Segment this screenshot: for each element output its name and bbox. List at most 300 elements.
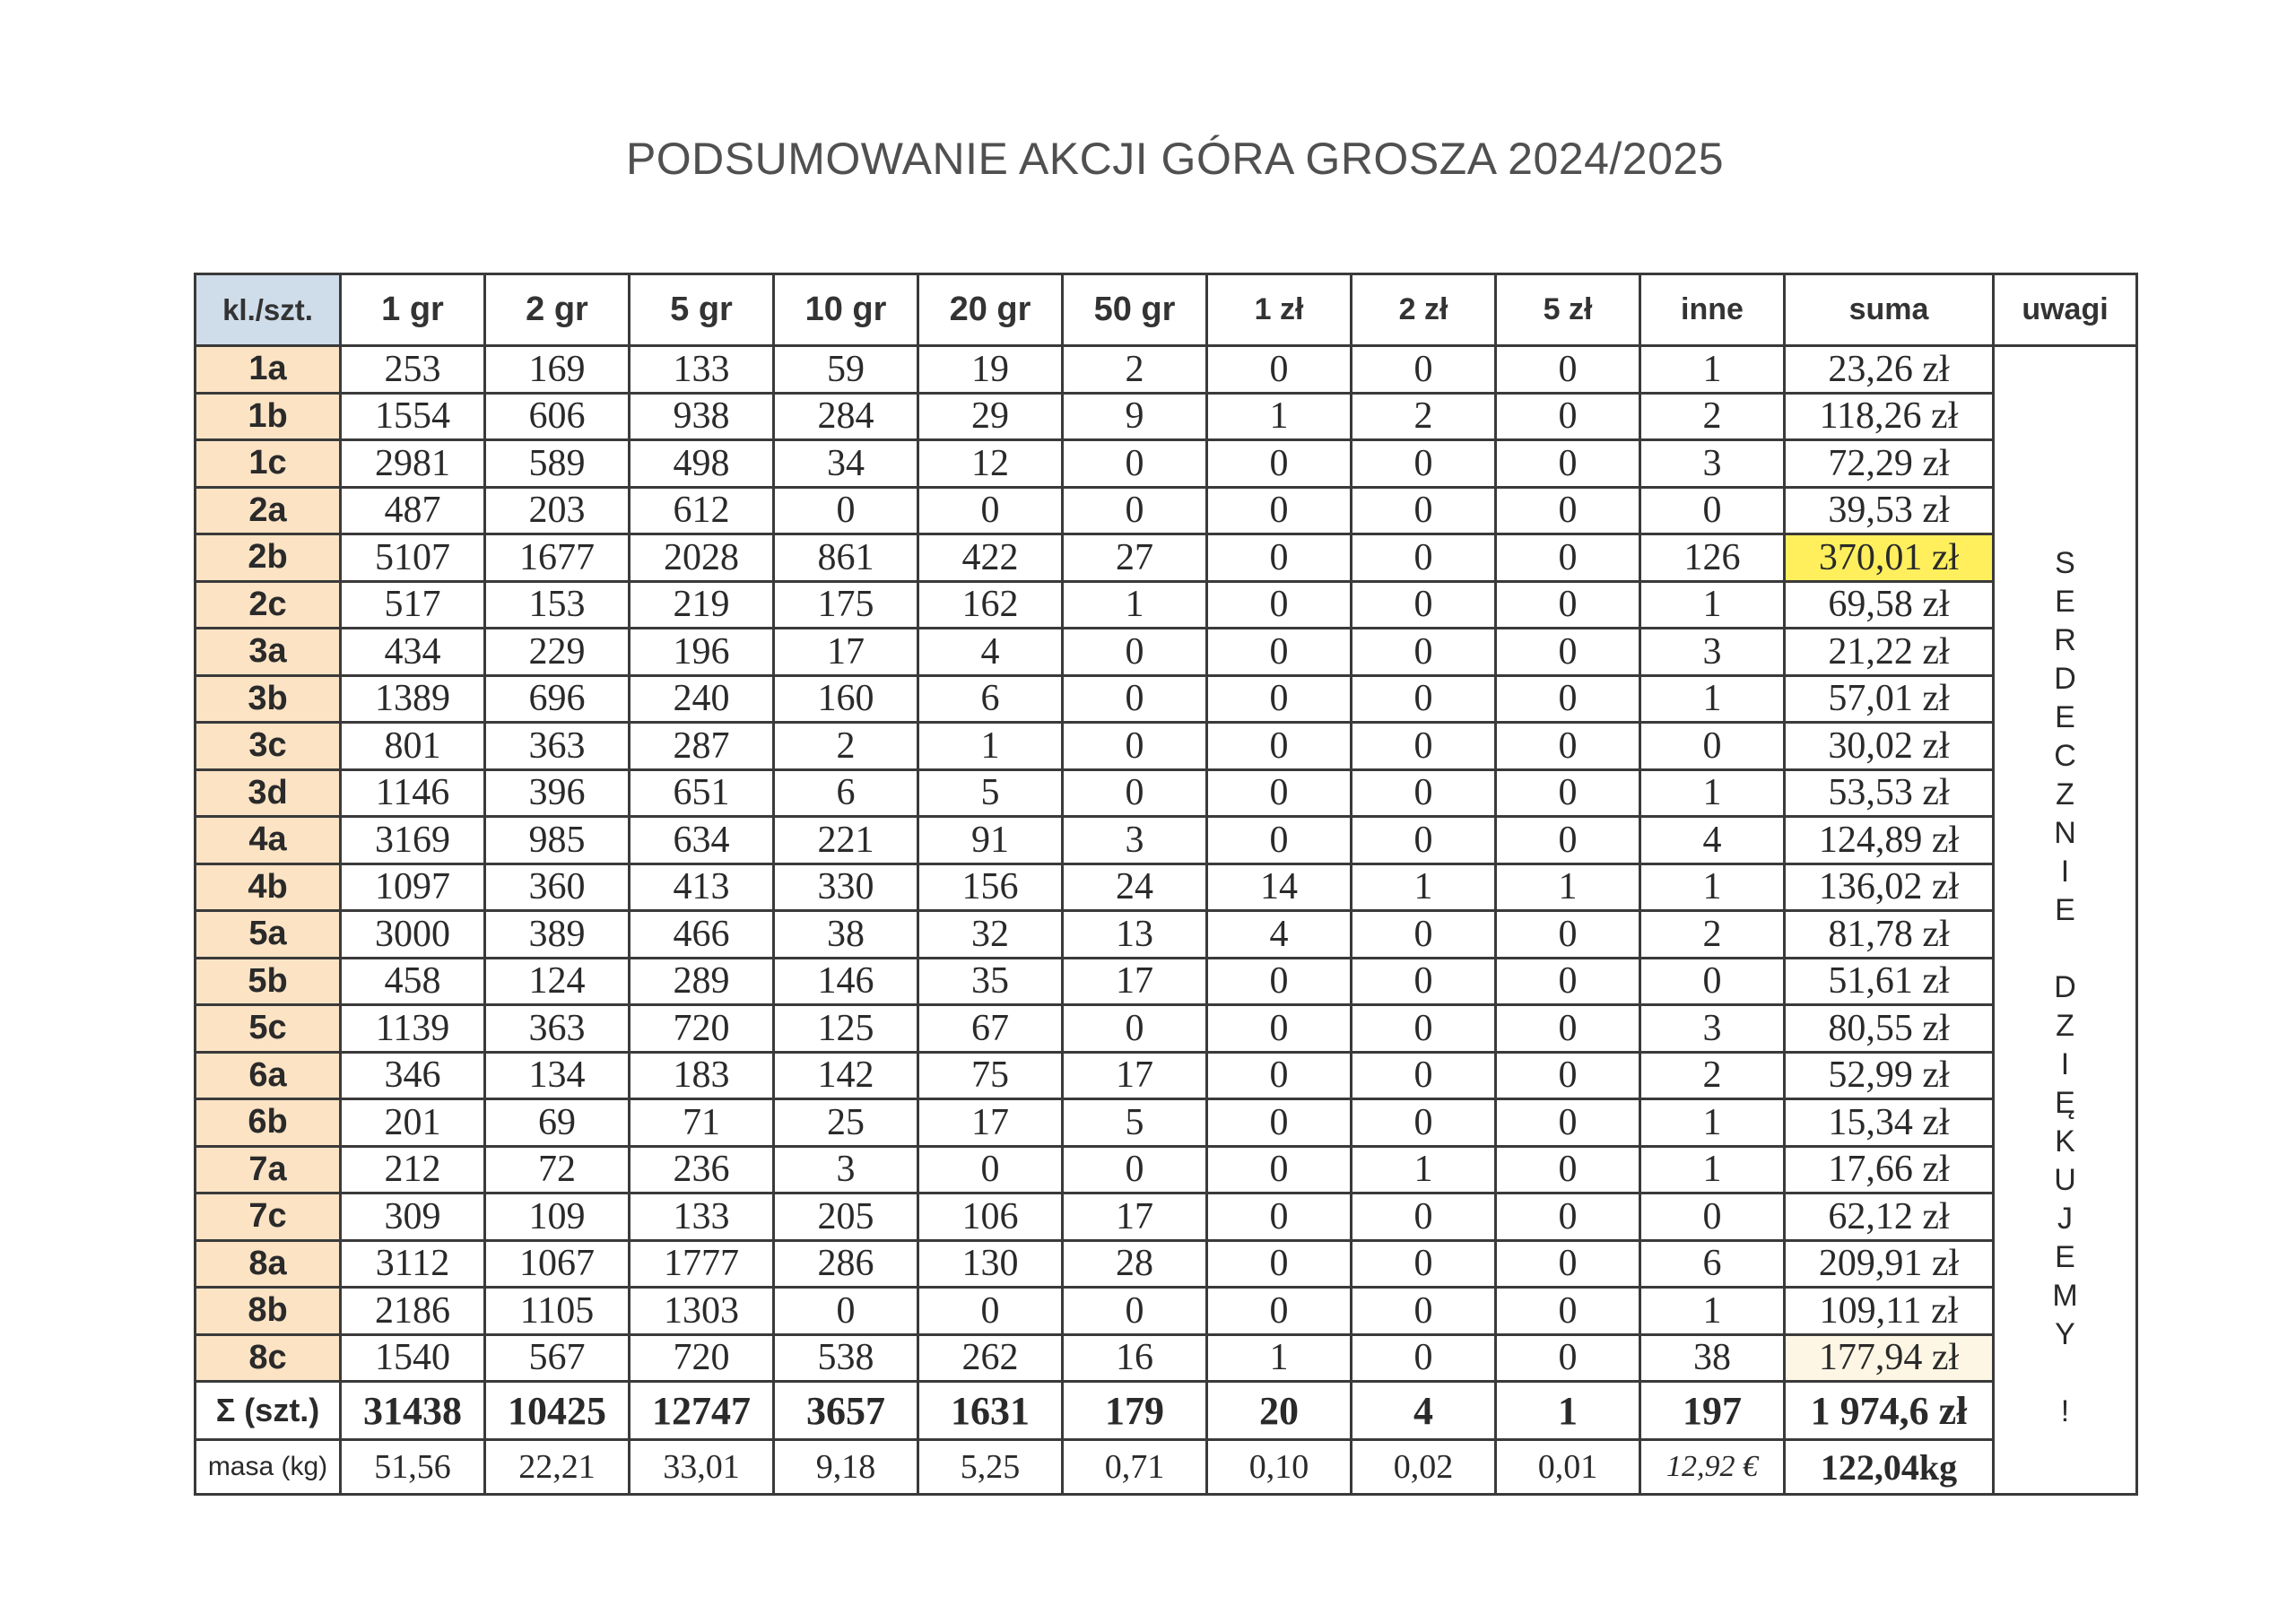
table-row <box>196 1099 2137 1147</box>
count-cell: 0 <box>918 1146 1063 1193</box>
mass-cell: 51,56 <box>341 1440 485 1495</box>
count-cell: 346 <box>341 1052 485 1099</box>
uwagi-letter: Ę <box>2055 1085 2075 1120</box>
count-cell: 2 <box>1640 911 1785 959</box>
count-cell: 0 <box>1207 958 1352 1005</box>
count-cell: 221 <box>774 817 918 864</box>
table-row <box>196 1288 2137 1335</box>
count-cell: 4 <box>918 629 1063 676</box>
table-row <box>196 487 2137 534</box>
table-row <box>196 864 2137 911</box>
count-cell: 696 <box>485 675 630 723</box>
header-50-gr: 50 gr <box>1063 274 1207 346</box>
header-2-z-: 2 zł <box>1352 274 1496 346</box>
count-cell: 720 <box>630 1334 774 1382</box>
count-cell: 0 <box>1352 487 1496 534</box>
count-cell: 0 <box>1207 1005 1352 1053</box>
count-cell: 0 <box>1063 629 1207 676</box>
count-cell: 0 <box>1496 534 1640 582</box>
class-cell: 5c <box>196 1005 341 1053</box>
count-cell: 1 <box>1640 769 1785 817</box>
count-cell: 0 <box>1063 769 1207 817</box>
table-row <box>196 440 2137 488</box>
count-cell: 0 <box>1496 440 1640 488</box>
sum-cell: 69,58 zł <box>1785 581 1994 629</box>
uwagi-note <box>1994 346 2137 1495</box>
total-cell: 1631 <box>918 1382 1063 1440</box>
total-label: Σ (szt.) <box>196 1382 341 1440</box>
count-cell: 0 <box>1496 1288 1640 1335</box>
count-cell: 0 <box>1207 487 1352 534</box>
count-cell: 634 <box>630 817 774 864</box>
count-cell: 487 <box>341 487 485 534</box>
table-row <box>196 346 2137 394</box>
table-row <box>196 393 2137 440</box>
class-cell: 2b <box>196 534 341 582</box>
header-10-gr: 10 gr <box>774 274 918 346</box>
table-row <box>196 675 2137 723</box>
count-cell: 134 <box>485 1052 630 1099</box>
count-cell: 938 <box>630 393 774 440</box>
count-cell: 1389 <box>341 675 485 723</box>
count-cell: 0 <box>1496 817 1640 864</box>
uwagi-exclaim: ! <box>2060 1393 2070 1428</box>
count-cell: 67 <box>918 1005 1063 1053</box>
count-cell: 35 <box>918 958 1063 1005</box>
count-cell: 0 <box>1496 346 1640 394</box>
sum-cell: 370,01 zł <box>1785 534 1994 582</box>
header-suma: suma <box>1785 274 1994 346</box>
count-cell: 801 <box>341 723 485 770</box>
count-cell: 0 <box>1496 487 1640 534</box>
count-cell: 0 <box>1063 1288 1207 1335</box>
count-cell: 0 <box>1352 346 1496 394</box>
uwagi-letter: I <box>2060 1046 2070 1081</box>
mass-sum: 122,04kg <box>1785 1440 1994 1495</box>
count-cell: 72 <box>485 1146 630 1193</box>
count-cell: 19 <box>918 346 1063 394</box>
count-cell: 0 <box>1352 581 1496 629</box>
count-cell: 0 <box>1352 1193 1496 1241</box>
uwagi-letter: D <box>2054 969 2076 1004</box>
count-cell: 3 <box>1640 440 1785 488</box>
count-cell: 0 <box>1352 723 1496 770</box>
count-cell: 0 <box>1207 1288 1352 1335</box>
mass-cell: 9,18 <box>774 1440 918 1495</box>
class-cell: 8a <box>196 1240 341 1288</box>
count-cell: 5 <box>1063 1099 1207 1147</box>
class-cell: 4a <box>196 817 341 864</box>
count-cell: 0 <box>1352 440 1496 488</box>
sum-cell: 57,01 zł <box>1785 675 1994 723</box>
count-cell: 0 <box>1640 1193 1785 1241</box>
count-cell: 360 <box>485 864 630 911</box>
uwagi-letter: D <box>2054 661 2076 696</box>
class-cell: 1b <box>196 393 341 440</box>
mass-cell: 22,21 <box>485 1440 630 1495</box>
count-cell: 6 <box>918 675 1063 723</box>
count-cell: 1 <box>1063 581 1207 629</box>
mass-cell: 12,92 € <box>1640 1440 1785 1495</box>
count-cell: 219 <box>630 581 774 629</box>
count-cell: 2186 <box>341 1288 485 1335</box>
table-row <box>196 1146 2137 1193</box>
table-row <box>196 534 2137 582</box>
count-cell: 1105 <box>485 1288 630 1335</box>
count-cell: 156 <box>918 864 1063 911</box>
count-cell: 4 <box>1640 817 1785 864</box>
count-cell: 17 <box>1063 1193 1207 1241</box>
count-cell: 0 <box>1352 958 1496 1005</box>
count-cell: 2028 <box>630 534 774 582</box>
uwagi-letter: I <box>2060 854 2070 889</box>
mass-cell: 0,71 <box>1063 1440 1207 1495</box>
count-cell: 589 <box>485 440 630 488</box>
uwagi-letter: E <box>2055 699 2075 734</box>
total-cell: 179 <box>1063 1382 1207 1440</box>
count-cell: 3112 <box>341 1240 485 1288</box>
count-cell: 146 <box>774 958 918 1005</box>
count-cell: 71 <box>630 1099 774 1147</box>
count-cell: 0 <box>1352 629 1496 676</box>
class-cell: 2c <box>196 581 341 629</box>
count-cell: 517 <box>341 581 485 629</box>
uwagi-letter: E <box>2055 892 2075 927</box>
count-cell: 0 <box>1352 534 1496 582</box>
count-cell: 389 <box>485 911 630 959</box>
count-cell: 1554 <box>341 393 485 440</box>
count-cell: 0 <box>1063 1146 1207 1193</box>
class-cell: 7a <box>196 1146 341 1193</box>
sum-cell: 136,02 zł <box>1785 864 1994 911</box>
table-row <box>196 581 2137 629</box>
count-cell: 0 <box>918 1288 1063 1335</box>
count-cell: 38 <box>1640 1334 1785 1382</box>
count-cell: 91 <box>918 817 1063 864</box>
count-cell: 0 <box>1352 911 1496 959</box>
count-cell: 0 <box>1496 629 1640 676</box>
count-cell: 0 <box>1496 723 1640 770</box>
count-cell: 1 <box>1640 1146 1785 1193</box>
count-cell: 2 <box>1640 393 1785 440</box>
count-cell: 6 <box>774 769 918 817</box>
count-cell: 240 <box>630 675 774 723</box>
count-cell: 0 <box>1207 817 1352 864</box>
count-cell: 236 <box>630 1146 774 1193</box>
header-2-gr: 2 gr <box>485 274 630 346</box>
sum-cell: 109,11 zł <box>1785 1288 1994 1335</box>
count-cell: 1540 <box>341 1334 485 1382</box>
count-cell: 133 <box>630 1193 774 1241</box>
header-1-gr: 1 gr <box>341 274 485 346</box>
class-cell: 3d <box>196 769 341 817</box>
sum-cell: 17,66 zł <box>1785 1146 1994 1193</box>
count-cell: 109 <box>485 1193 630 1241</box>
class-cell: 7c <box>196 1193 341 1241</box>
count-cell: 0 <box>1063 440 1207 488</box>
uwagi-letter: N <box>2054 815 2076 850</box>
count-cell: 1 <box>1640 581 1785 629</box>
mass-cell: 33,01 <box>630 1440 774 1495</box>
count-cell: 861 <box>774 534 918 582</box>
count-cell: 3 <box>1063 817 1207 864</box>
count-cell: 13 <box>1063 911 1207 959</box>
count-cell: 0 <box>1496 1146 1640 1193</box>
count-cell: 212 <box>341 1146 485 1193</box>
count-cell: 0 <box>774 1288 918 1335</box>
count-cell: 0 <box>1207 1146 1352 1193</box>
count-cell: 1 <box>1640 675 1785 723</box>
count-cell: 0 <box>1207 675 1352 723</box>
count-cell: 0 <box>1496 1240 1640 1288</box>
count-cell: 229 <box>485 629 630 676</box>
count-cell: 153 <box>485 581 630 629</box>
count-cell: 651 <box>630 769 774 817</box>
mass-cell: 0,10 <box>1207 1440 1352 1495</box>
count-cell: 0 <box>1640 723 1785 770</box>
count-cell: 720 <box>630 1005 774 1053</box>
mass-cell: 0,01 <box>1496 1440 1640 1495</box>
count-cell: 3 <box>1640 629 1785 676</box>
class-cell: 5b <box>196 958 341 1005</box>
count-cell: 4 <box>1207 911 1352 959</box>
summary-table <box>194 273 2138 1496</box>
count-cell: 203 <box>485 487 630 534</box>
class-cell: 3b <box>196 675 341 723</box>
count-cell: 0 <box>1207 629 1352 676</box>
sum-cell: 23,26 zł <box>1785 346 1994 394</box>
count-cell: 34 <box>774 440 918 488</box>
count-cell: 0 <box>1640 958 1785 1005</box>
count-cell: 75 <box>918 1052 1063 1099</box>
count-cell: 1 <box>1207 393 1352 440</box>
count-cell: 262 <box>918 1334 1063 1382</box>
count-cell: 1 <box>1640 864 1785 911</box>
count-cell: 17 <box>918 1099 1063 1147</box>
count-cell: 0 <box>774 487 918 534</box>
count-cell: 9 <box>1063 393 1207 440</box>
count-cell: 286 <box>774 1240 918 1288</box>
count-cell: 142 <box>774 1052 918 1099</box>
count-cell: 0 <box>1207 1099 1352 1147</box>
count-cell: 16 <box>1063 1334 1207 1382</box>
sum-cell: 52,99 zł <box>1785 1052 1994 1099</box>
class-cell: 6b <box>196 1099 341 1147</box>
sum-cell: 81,78 zł <box>1785 911 1994 959</box>
uwagi-letter: J <box>2057 1201 2073 1236</box>
total-cell: 10425 <box>485 1382 630 1440</box>
header-20-gr: 20 gr <box>918 274 1063 346</box>
count-cell: 422 <box>918 534 1063 582</box>
count-cell: 1777 <box>630 1240 774 1288</box>
count-cell: 0 <box>1352 1099 1496 1147</box>
count-cell: 14 <box>1207 864 1352 911</box>
count-cell: 169 <box>485 346 630 394</box>
count-cell: 0 <box>1207 1052 1352 1099</box>
count-cell: 162 <box>918 581 1063 629</box>
class-cell: 3a <box>196 629 341 676</box>
count-cell: 253 <box>341 346 485 394</box>
table-row <box>196 1193 2137 1241</box>
sum-cell: 72,29 zł <box>1785 440 1994 488</box>
count-cell: 0 <box>1063 1005 1207 1053</box>
header-uwagi: uwagi <box>1994 274 2137 346</box>
sum-cell: 15,34 zł <box>1785 1099 1994 1147</box>
table-row <box>196 958 2137 1005</box>
count-cell: 1 <box>1207 1334 1352 1382</box>
table-row <box>196 1240 2137 1288</box>
count-cell: 205 <box>774 1193 918 1241</box>
uwagi-letter <box>1995 930 2135 968</box>
sum-cell: 177,94 zł <box>1785 1334 1994 1382</box>
uwagi-letter: M <box>2052 1278 2078 1313</box>
count-cell: 0 <box>1640 487 1785 534</box>
sum-cell: 30,02 zł <box>1785 723 1994 770</box>
count-cell: 1097 <box>341 864 485 911</box>
count-cell: 0 <box>1352 817 1496 864</box>
class-cell: 1c <box>196 440 341 488</box>
uwagi-letter: E <box>2055 1239 2075 1274</box>
count-cell: 3 <box>1640 1005 1785 1053</box>
count-cell: 0 <box>1352 1288 1496 1335</box>
count-cell: 17 <box>1063 1052 1207 1099</box>
count-cell: 24 <box>1063 864 1207 911</box>
uwagi-letter: U <box>2054 1162 2076 1197</box>
count-cell: 606 <box>485 393 630 440</box>
count-cell: 0 <box>1207 1240 1352 1288</box>
count-cell: 1303 <box>630 1288 774 1335</box>
mass-cell: 5,25 <box>918 1440 1063 1495</box>
sum-cell: 80,55 zł <box>1785 1005 1994 1053</box>
count-cell: 0 <box>1207 440 1352 488</box>
uwagi-letter: S <box>2055 545 2075 580</box>
count-cell: 1 <box>1640 1288 1785 1335</box>
count-cell: 2 <box>774 723 918 770</box>
mass-row <box>196 1440 2137 1495</box>
count-cell: 0 <box>1207 769 1352 817</box>
count-cell: 0 <box>1496 393 1640 440</box>
count-cell: 106 <box>918 1193 1063 1241</box>
count-cell: 2981 <box>341 440 485 488</box>
table-row <box>196 1334 2137 1382</box>
page-title: PODSUMOWANIE AKCJI GÓRA GROSZA 2024/2025 <box>625 134 1725 184</box>
count-cell: 6 <box>1640 1240 1785 1288</box>
count-cell: 12 <box>918 440 1063 488</box>
count-cell: 3 <box>774 1146 918 1193</box>
total-cell: 1 <box>1496 1382 1640 1440</box>
count-cell: 0 <box>1063 675 1207 723</box>
total-cell: 20 <box>1207 1382 1352 1440</box>
count-cell: 201 <box>341 1099 485 1147</box>
class-cell: 8b <box>196 1288 341 1335</box>
header-class: kl./szt. <box>196 274 341 346</box>
count-cell: 196 <box>630 629 774 676</box>
count-cell: 1139 <box>341 1005 485 1053</box>
table-row <box>196 769 2137 817</box>
count-cell: 59 <box>774 346 918 394</box>
count-cell: 284 <box>774 393 918 440</box>
count-cell: 1 <box>1640 1099 1785 1147</box>
count-cell: 0 <box>1207 534 1352 582</box>
total-cell: 197 <box>1640 1382 1785 1440</box>
count-cell: 1 <box>1496 864 1640 911</box>
mass-label: masa (kg) <box>196 1440 341 1495</box>
uwagi-letter: K <box>2055 1124 2075 1159</box>
uwagi-letter: E <box>2055 584 2075 619</box>
count-cell: 133 <box>630 346 774 394</box>
sum-cell: 124,89 zł <box>1785 817 1994 864</box>
uwagi-spacer <box>1995 1354 2135 1393</box>
count-cell: 1 <box>1640 346 1785 394</box>
header-inne: inne <box>1640 274 1785 346</box>
count-cell: 1 <box>918 723 1063 770</box>
count-cell: 0 <box>1496 911 1640 959</box>
count-cell: 38 <box>774 911 918 959</box>
sum-cell: 118,26 zł <box>1785 393 1994 440</box>
count-cell: 160 <box>774 675 918 723</box>
sum-cell: 62,12 zł <box>1785 1193 1994 1241</box>
count-cell: 0 <box>1496 769 1640 817</box>
count-cell: 0 <box>1352 1005 1496 1053</box>
count-cell: 0 <box>918 487 1063 534</box>
count-cell: 309 <box>341 1193 485 1241</box>
count-cell: 0 <box>1063 487 1207 534</box>
table-row <box>196 629 2137 676</box>
count-cell: 2 <box>1352 393 1496 440</box>
count-cell: 0 <box>1207 581 1352 629</box>
sum-cell: 53,53 zł <box>1785 769 1994 817</box>
table-row <box>196 817 2137 864</box>
class-cell: 8c <box>196 1334 341 1382</box>
count-cell: 0 <box>1352 1240 1496 1288</box>
count-cell: 287 <box>630 723 774 770</box>
count-cell: 28 <box>1063 1240 1207 1288</box>
count-cell: 3169 <box>341 817 485 864</box>
class-cell: 2a <box>196 487 341 534</box>
count-cell: 0 <box>1496 1334 1640 1382</box>
count-cell: 0 <box>1496 1005 1640 1053</box>
table-row <box>196 723 2137 770</box>
count-cell: 1 <box>1352 864 1496 911</box>
count-cell: 363 <box>485 723 630 770</box>
count-cell: 466 <box>630 911 774 959</box>
header-5-z-: 5 zł <box>1496 274 1640 346</box>
uwagi-letter: Z <box>2056 1008 2074 1043</box>
class-cell: 6a <box>196 1052 341 1099</box>
count-cell: 396 <box>485 769 630 817</box>
class-cell: 1a <box>196 346 341 394</box>
count-cell: 0 <box>1207 723 1352 770</box>
count-cell: 0 <box>1207 1193 1352 1241</box>
count-cell: 3000 <box>341 911 485 959</box>
total-cell: 31438 <box>341 1382 485 1440</box>
count-cell: 567 <box>485 1334 630 1382</box>
table-row <box>196 1005 2137 1053</box>
count-cell: 434 <box>341 629 485 676</box>
total-sum: 1 974,6 zł <box>1785 1382 1994 1440</box>
count-cell: 363 <box>485 1005 630 1053</box>
count-cell: 1 <box>1352 1146 1496 1193</box>
sum-cell: 39,53 zł <box>1785 487 1994 534</box>
class-cell: 5a <box>196 911 341 959</box>
total-cell: 4 <box>1352 1382 1496 1440</box>
count-cell: 5 <box>918 769 1063 817</box>
total-cell: 12747 <box>630 1382 774 1440</box>
count-cell: 0 <box>1496 675 1640 723</box>
count-cell: 0 <box>1063 723 1207 770</box>
table-row <box>196 911 2137 959</box>
count-cell: 538 <box>774 1334 918 1382</box>
